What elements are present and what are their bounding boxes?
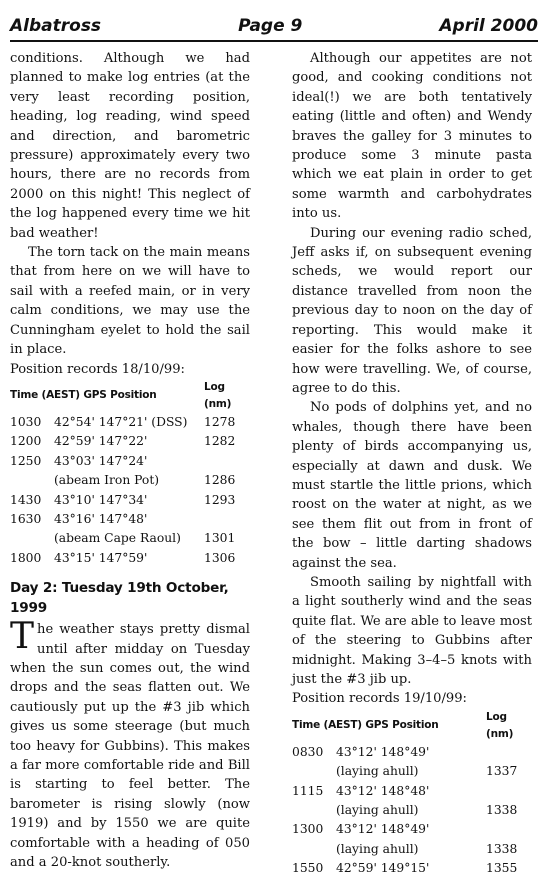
log-cell: 1338 (486, 841, 518, 856)
time-cell: 1200 (10, 434, 42, 449)
position-records-table (292, 709, 532, 879)
position-cell: 43°12' 148°49' (336, 744, 430, 759)
time-cell: 1550 (292, 861, 324, 876)
page-number: Page 9 (238, 16, 303, 36)
log-cell (486, 743, 532, 762)
table-row (292, 859, 532, 878)
paragraph: Smooth sailing by nightfall with a light southerly wind and the seas quite flat. We are able to leave most of the steering to Gubbins after midnight. Making 3–4–5 knots with just the #3 jib up. (292, 574, 532, 687)
log-cell: 1338 (486, 803, 518, 818)
log-cell: 1293 (204, 492, 236, 507)
position-cell: (abeam Cape Raoul) (54, 531, 181, 546)
time-cell (292, 801, 336, 820)
table-row (292, 743, 532, 762)
log-cell: 1286 (204, 473, 236, 488)
page-header (10, 10, 538, 42)
log-header: Log (nm) (204, 380, 232, 410)
position-cell: (laying ahull) (336, 841, 419, 856)
log-cell: 1278 (204, 414, 236, 429)
day-paragraph-text: he weather stays pretty dismal until after midday on Tuesday when the sun comes out, the wind drops and the seas flatten out. We cautiously put up the #3 jib which gives us some steerage (but much too heavy for Gubbins). This makes a far more comfortable ride and Bill is starting to feel better. The barometer is rising slowly (now 1919) and by 1550 we are quite comfortable with a heading of 050 and a 20-knot southerly. (10, 622, 250, 871)
time-cell: 1800 (10, 550, 42, 565)
time-cell: 1030 (10, 414, 42, 429)
table-row (292, 801, 532, 820)
drop-cap: T (10, 616, 35, 658)
time-position-header: Time (AEST) GPS Position (10, 389, 157, 402)
paragraph: Although our appetites are not good, and cooking conditions not ideal(!) we are both tentatively eating (little and often) and Wendy braves the galley for 3 minutes to produce some 3 minute pasta which we eat plain in order to get some warmth and carbohydrates into us. (292, 51, 532, 222)
records-title: Position records 18/10/99: (10, 361, 185, 377)
paragraph: conditions. Although we had planned to make log entries (at the very least recording position, heading, log reading, wind speed and direction, and barometric pressure) approximately every two hours, there are no records from 2000 on this night! This neglect of the log happened every time we hit bad weather! (10, 51, 250, 241)
time-cell (292, 762, 336, 781)
issue-date: April 2000 (439, 16, 538, 36)
time-cell: 1250 (10, 453, 42, 468)
time-cell (292, 840, 336, 859)
table-row (10, 510, 250, 529)
position-cell: 42°54' 147°21' (DSS) (54, 414, 188, 429)
table-row (10, 491, 250, 510)
position-records-table (10, 379, 250, 568)
log-cell (486, 820, 532, 839)
table-row (292, 840, 532, 859)
position-cell: 43°16' 147°48' (54, 511, 148, 526)
table-row (10, 549, 250, 568)
table-header-row (10, 379, 250, 413)
table-row (10, 452, 250, 471)
left-column (10, 49, 250, 872)
log-cell: 1282 (204, 434, 236, 449)
position-cell: 43°15' 147°59' (54, 550, 148, 565)
position-cell: (laying ahull) (336, 803, 419, 818)
position-cell: 42°59' 147°22' (54, 434, 148, 449)
time-cell: 1300 (292, 822, 324, 837)
day-heading: Day 2: Tuesday 19th October, 1999 (10, 580, 229, 617)
day-paragraph (10, 616, 250, 872)
log-header: Log (nm) (486, 710, 514, 740)
paragraph: The torn tack on the main means that from here on we will have to sail with a reefed main, or in very calm conditions, we may use the Cunningham eyelet to hold the sail in place. (10, 245, 250, 358)
time-cell: 1115 (292, 783, 324, 798)
table-row (292, 782, 532, 801)
position-cell: 43°12' 148°48' (336, 783, 430, 798)
time-cell (10, 471, 54, 490)
table-row (292, 762, 532, 781)
log-cell: 1355 (486, 861, 518, 876)
log-cell (204, 452, 250, 471)
time-cell (10, 529, 54, 548)
log-cell (204, 510, 250, 529)
records-title: Position records 19/10/99: (292, 691, 467, 707)
paragraph: No pods of dolphins yet, and no whales, though there have been plenty of birds accompanying us, especially at dawn and dusk. We must startle the little prions, which roost on the water at night, as we see them flit out from in front of the bow – little darting shadows against the sea. (292, 400, 532, 571)
log-cell: 1301 (204, 531, 236, 546)
position-cell: (abeam Iron Pot) (54, 473, 160, 488)
time-cell: 1430 (10, 492, 42, 507)
table-row (10, 413, 250, 432)
log-cell: 1337 (486, 764, 518, 779)
time-cell: 0830 (292, 744, 324, 759)
table-row (10, 432, 250, 451)
position-cell: 43°03' 147°24' (54, 453, 148, 468)
log-cell: 1306 (204, 550, 236, 565)
time-cell: 1630 (10, 511, 42, 526)
position-cell: 42°59' 149°15' (336, 861, 430, 876)
table-row (292, 820, 532, 839)
table-row (10, 529, 250, 548)
paragraph: During our evening radio sched, Jeff asks if, on subsequent evening scheds, we would report our distance travelled from noon the previous day to noon on the day of reporting. This would make it easier for the folks ashore to see how were travelling. We, of course, agree to do this. (292, 225, 532, 396)
table-row (10, 471, 250, 490)
time-position-header: Time (AEST) GPS Position (292, 719, 439, 732)
position-cell: (laying ahull) (336, 764, 419, 779)
right-column (292, 49, 532, 879)
publication-title: Albatross (10, 16, 102, 36)
log-cell (486, 782, 532, 801)
table-header-row (292, 709, 532, 743)
position-cell: 43°12' 148°49' (336, 822, 430, 837)
position-cell: 43°10' 147°34' (54, 492, 148, 507)
